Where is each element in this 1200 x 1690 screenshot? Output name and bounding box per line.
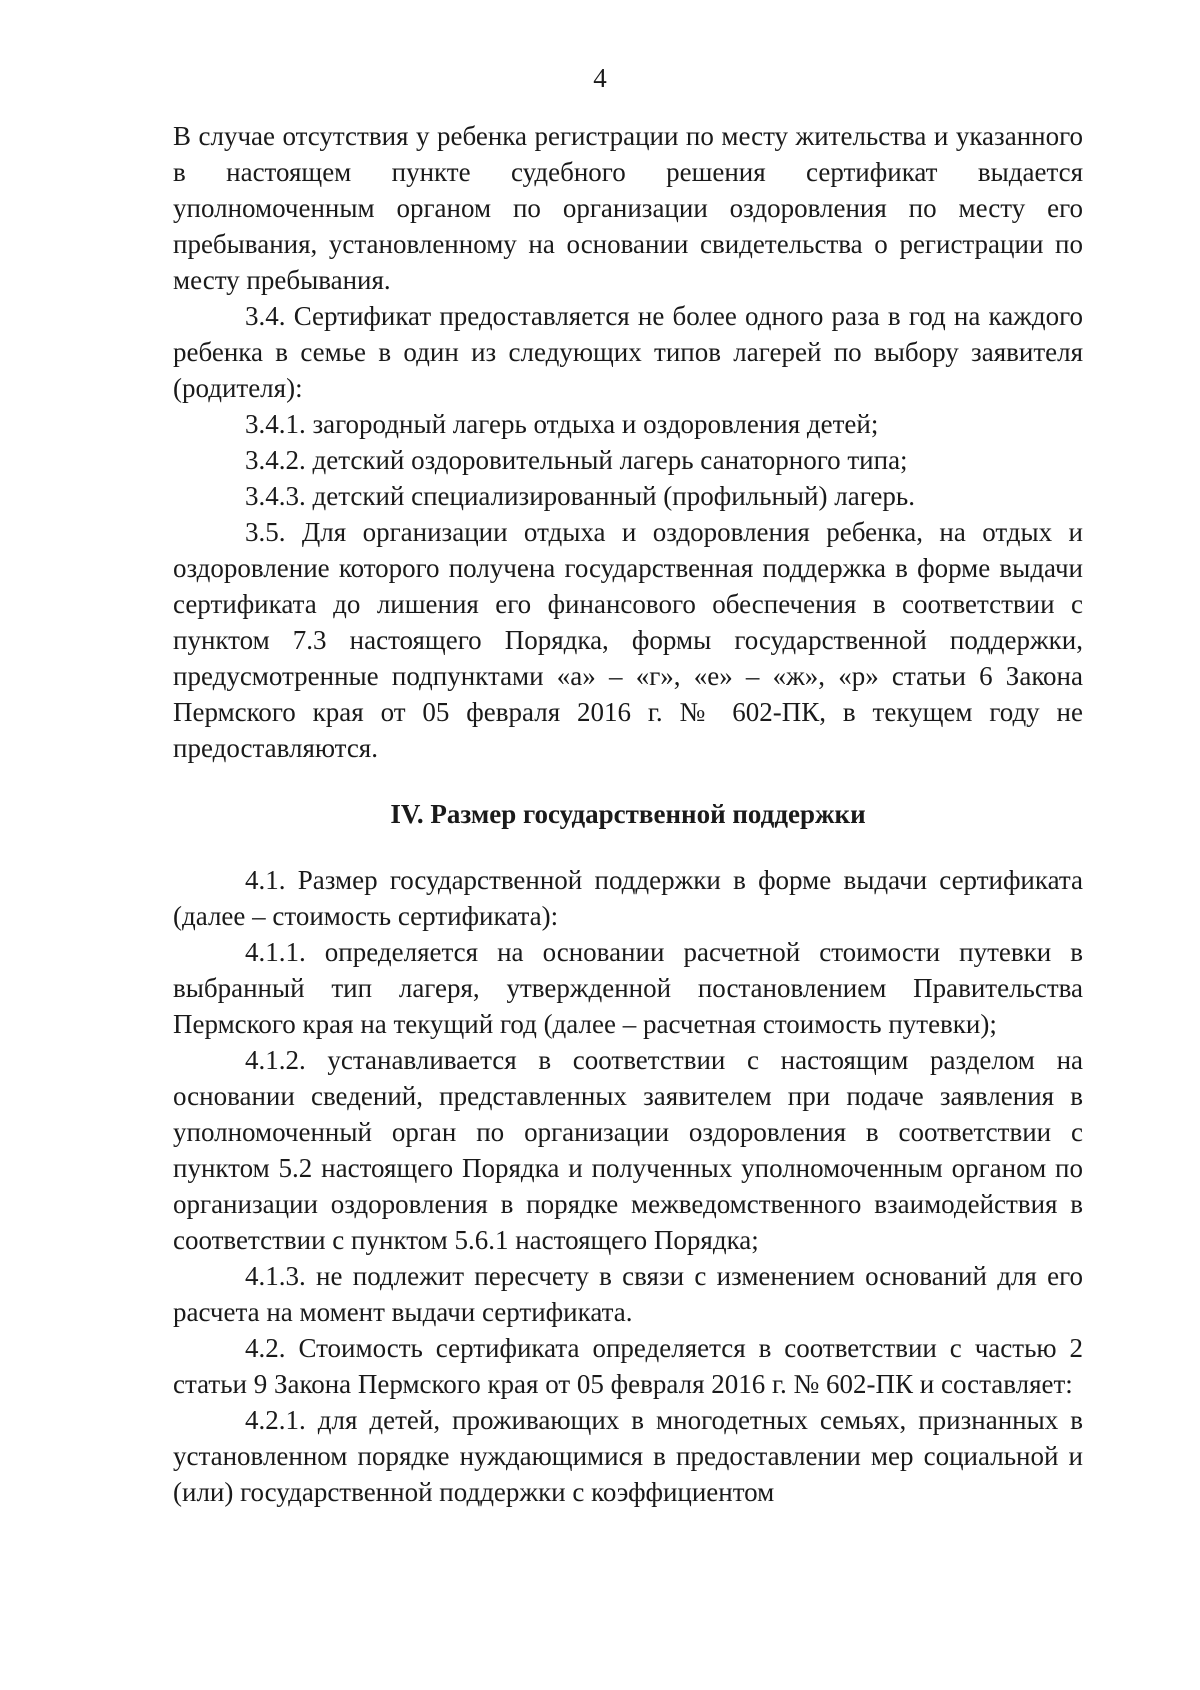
page-number: 4 (593, 63, 607, 93)
paragraph-4-2-1: 4.2.1. для детей, проживающих в многодетных семьях, признанных в установленном порядке нуждающимися в предоставлении мер социальной и (или) государственной поддержки с коэффициентом (173, 1405, 1083, 1507)
section-heading: IV. Размер государственной поддержки (390, 799, 866, 829)
paragraph-registration-continuation: В случае отсутствия у ребенка регистрации по месту жительства и указанного в настоящем пункте судебного решения сертификат выдается уполномоченным органом по организации оздоровления по месту его пребывания, установленному на основании свидетельства о регистрации по месту пребывания. (173, 121, 1083, 295)
paragraph-4-1-3: 4.1.3. не подлежит пересчету в связи с изменением оснований для его расчета на момент выдачи сертификата. (173, 1261, 1083, 1327)
paragraph-4-1-1: 4.1.1. определяется на основании расчетной стоимости путевки в выбранный тип лагеря, утвержденной постановлением Правительства Пермского края на текущий год (далее – расчетная стоимость путевки); (173, 937, 1083, 1039)
paragraph-3-5: 3.5. Для организации отдыха и оздоровления ребенка, на отдых и оздоровление которого получена государственная поддержка в форме выдачи сертификата до лишения его финансового обеспечения в соответствии с пунктом 7.3 настоящего Порядка, формы государственной поддержки, предусмотренные подпунктами «а» – «г», «е» – «ж», «р» статьи 6 Закона Пермского края от 05 февраля 2016 г. № 602-ПК, в текущем году не предоставляются. (173, 517, 1083, 763)
paragraph-4-1: 4.1. Размер государственной поддержки в форме выдачи сертификата (далее – стоимость сертификата): (173, 865, 1083, 931)
document-body (173, 118, 1083, 1510)
paragraph-3-4-3: 3.4.3. детский специализированный (профильный) лагерь. (245, 481, 915, 511)
paragraph-3-4-2: 3.4.2. детский оздоровительный лагерь санаторного типа; (245, 445, 908, 475)
paragraph-3-4: 3.4. Сертификат предоставляется не более одного раза в год на каждого ребенка в семье в один из следующих типов лагерей по выбору заявителя (родителя): (173, 301, 1083, 403)
paragraph-4-2: 4.2. Стоимость сертификата определяется в соответствии с частью 2 статьи 9 Закона Пермского края от 05 февраля 2016 г. № 602-ПК и составляет: (173, 1333, 1083, 1399)
paragraph-4-1-2: 4.1.2. устанавливается в соответствии с настоящим разделом на основании сведений, представленных заявителем при подаче заявления в уполномоченный орган по организации оздоровления в соответствии с пунктом 5.2 настоящего Порядка и полученных уполномоченным органом по организации оздоровления в порядке межведомственного взаимодействия в соответствии с пунктом 5.6.1 настоящего Порядка; (173, 1045, 1083, 1255)
paragraph-3-4-1: 3.4.1. загородный лагерь отдыха и оздоровления детей; (245, 409, 879, 439)
